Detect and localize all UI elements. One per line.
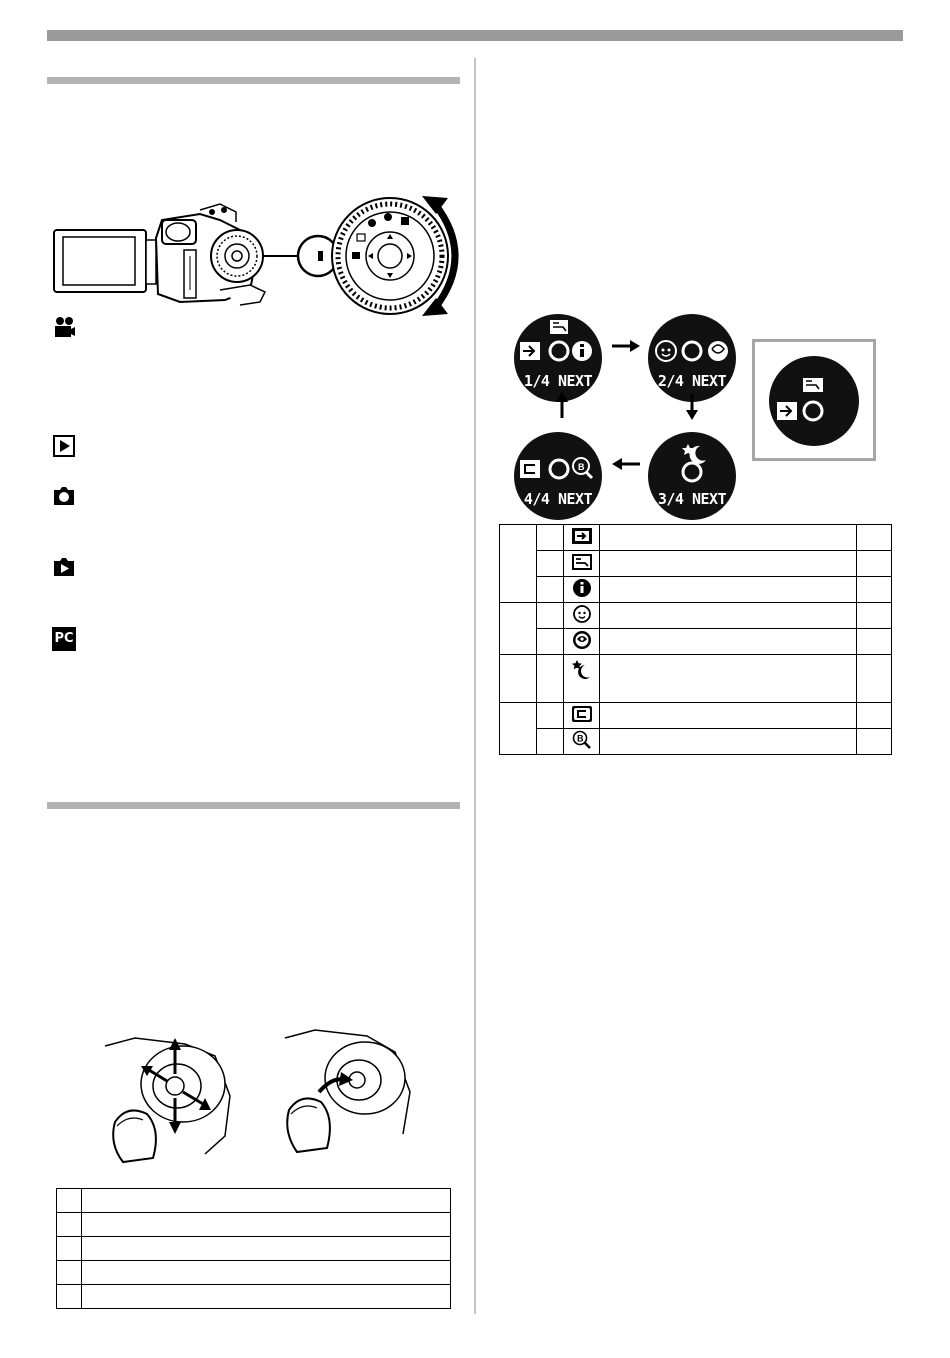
enter-icon — [572, 528, 592, 544]
pc-connection-mode-icon: PC — [52, 627, 76, 651]
mode-dial-large — [332, 198, 448, 314]
tele-macro-icon — [572, 630, 592, 650]
column-divider — [474, 58, 476, 1314]
picture-play-mode-icon — [52, 555, 76, 579]
joystick-illustrations — [95, 1026, 415, 1166]
menu-icon-table — [499, 524, 892, 755]
camera-lcd-panel — [54, 230, 156, 292]
picture-mode-icon — [52, 484, 76, 508]
menu-page-3-label: 3/4 NEXT — [657, 490, 727, 508]
menu-page-1-label: 1/4 NEXT — [523, 372, 593, 390]
joystick-operation-table — [56, 1188, 451, 1309]
menu-page-2-label: 2/4 NEXT — [657, 372, 727, 390]
screen-example-circle — [769, 356, 859, 446]
menu-cycle-arrows — [514, 314, 754, 524]
backlight-icon — [572, 554, 592, 570]
blank-search-icon — [572, 730, 592, 750]
info-icon — [572, 578, 592, 598]
section-heading-bar-mode-dial — [47, 77, 460, 84]
menu-page-cycle — [514, 314, 754, 508]
mode-dial-illustration — [50, 190, 470, 320]
motion-picture-mode-icon — [52, 315, 76, 339]
section-heading-bar-joystick — [47, 802, 460, 809]
magicpix-icon — [571, 659, 593, 681]
soft-skin-icon — [572, 604, 592, 624]
screen-display-example — [752, 339, 876, 461]
joystick-press-illustration — [285, 1030, 410, 1152]
joystick-move-illustration — [105, 1038, 230, 1162]
header-bar — [47, 30, 903, 41]
play-mode-icon — [52, 434, 76, 458]
svg-text:B: B — [576, 733, 584, 744]
menu-page-4-label: 4/4 NEXT — [523, 490, 593, 508]
svg-text:B: B — [578, 462, 585, 472]
camera-dial-closeup — [211, 230, 263, 282]
recording-check-icon — [572, 706, 592, 722]
